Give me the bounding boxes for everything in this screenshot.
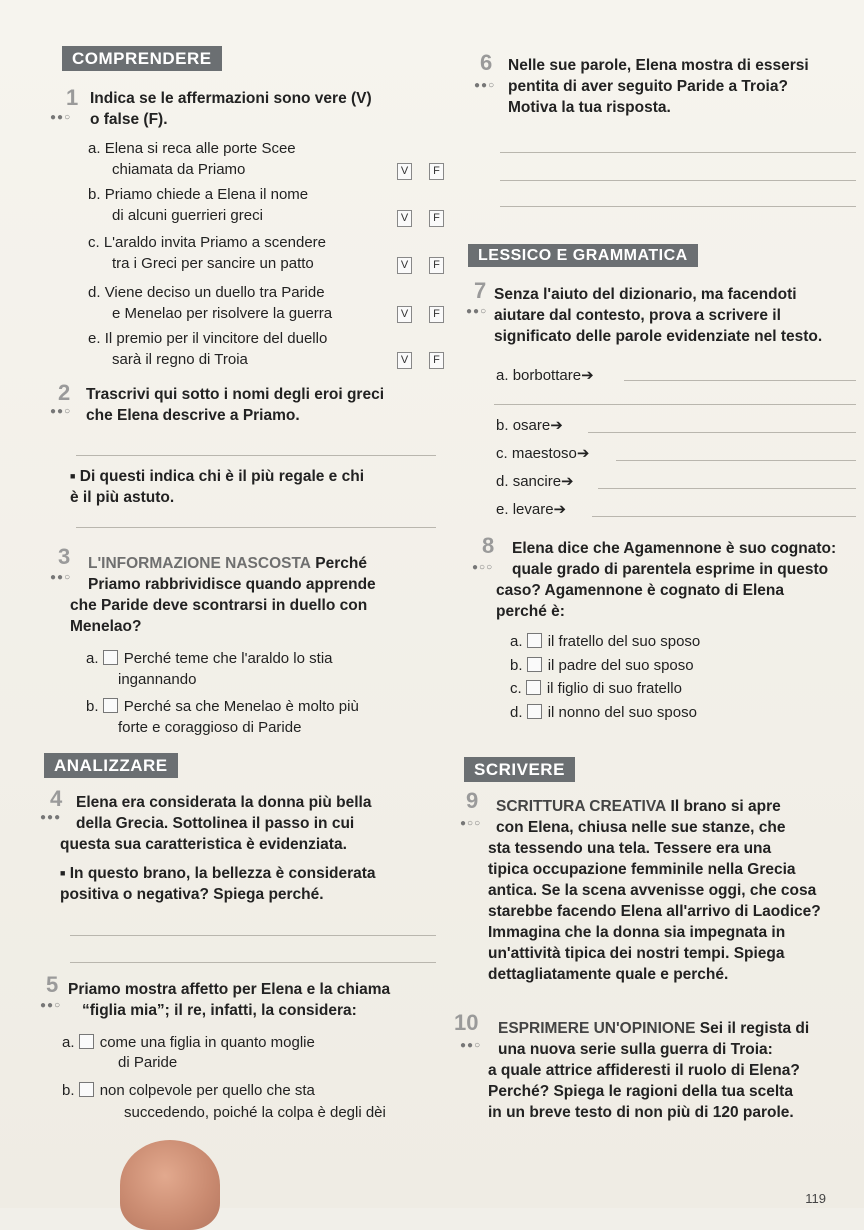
option-item [510,701,700,725]
false-checkbox[interactable]: F [429,257,444,274]
question-5-option-a [62,1032,315,1053]
prompt-line: Di questi indica chi è il più regale e chi [79,468,364,485]
option-text: il fratello del suo sposo [547,633,701,650]
item-label: c. [496,445,508,462]
word: sancire [512,473,562,490]
question-tag: SCRITTURA CREATIVA [496,798,667,815]
word-item [496,500,566,518]
question-5-option-b [62,1080,315,1101]
question-number-1: 1 [66,85,79,110]
prompt-line: Priamo rabbrividisce quando apprende [88,576,376,593]
item-label: d. [88,284,101,301]
prompt-line: dettagliatamente quale e perché. [488,966,729,983]
question-number-5: 5 [46,972,59,997]
question-8-prompt [512,538,836,580]
difficulty-dots: ●●○ [50,112,72,123]
word: maestoso [511,445,577,462]
prompt-line: Indica se le affermazioni sono vere (V) [90,90,372,107]
list-item [88,138,296,159]
list-item [88,184,308,205]
question-4-prompt [76,792,371,834]
true-checkbox[interactable]: V [397,306,412,323]
option-label: c. [510,680,522,697]
prompt-line: perché è: [496,603,565,620]
question-9-prompt [496,796,785,838]
option-checkbox[interactable] [527,704,542,719]
prompt-line: che Paride deve scontrarsi in duello con [70,597,368,614]
section-title-scrivere: SCRIVERE [464,757,575,782]
page-number: 119 [805,1191,826,1206]
false-checkbox[interactable]: F [429,306,444,323]
question-number-6: 6 [480,50,493,75]
prompt-line: Il brano si apre [670,798,781,815]
item-label: d. [496,473,509,490]
question-number-10: 10 [454,1010,479,1035]
question-6-prompt [508,55,809,118]
arrow-icon: ➔ [576,445,590,462]
question-8-options [510,630,700,724]
option-checkbox[interactable] [527,633,542,648]
answer-line[interactable] [592,516,856,517]
difficulty-dots: ●○○ [460,818,482,829]
difficulty-dots: ●●○ [474,80,496,91]
difficulty-dots: ●●○ [466,306,488,317]
option-text: Perché teme che l'araldo lo stia [123,650,333,667]
item-text: Viene deciso un duello tra Paride [104,284,325,301]
difficulty-dots: ●●○ [460,1040,482,1051]
prompt-line: aiutare dal contesto, prova a scrivere il [494,307,781,324]
word-item [496,416,563,434]
option-item [510,677,700,701]
prompt-line: Motiva la tua risposta. [508,99,671,116]
item-text: Elena si reca alle porte Scee [104,140,296,157]
option-text: di Paride [118,1054,178,1071]
item-text: e Menelao per risolvere la guerra [112,305,333,322]
question-3-option-a [86,648,333,669]
false-checkbox[interactable]: F [429,210,444,227]
question-number-2: 2 [58,380,71,405]
answer-line[interactable] [76,455,436,456]
thumb-in-photo [120,1140,220,1230]
difficulty-dots: ●●○ [50,572,72,583]
prompt-line: tipica occupazione femminile nella Grecia [488,861,796,878]
question-10-prompt-cont [488,1060,800,1123]
word-item [496,366,594,384]
question-number-4: 4 [50,786,63,811]
answer-line[interactable] [588,432,856,433]
prompt-line: positiva o negativa? Spiega perché. [60,886,324,903]
question-3-option-b [86,696,359,717]
option-text: non colpevole per quello che sta [99,1082,315,1099]
prompt-line: Menelao? [70,618,142,635]
difficulty-dots: ●○○ [472,562,494,573]
prompt-line: un'attività tipica dei nostri tempi. Spiega [488,945,785,962]
option-text: ingannando [118,671,197,688]
prompt-line: quale grado di parentela esprime in questo [512,561,829,578]
prompt-line: Elena era considerata la donna più bella [76,794,372,811]
prompt-line: o false (F). [90,111,168,128]
question-3-prompt [88,553,376,595]
false-checkbox[interactable]: F [429,163,444,180]
question-9-prompt-cont [488,838,821,985]
option-text: Perché sa che Menelao è molto più [123,698,359,715]
question-number-7: 7 [474,278,487,303]
option-label: b. [62,1082,75,1099]
prompt-line: antica. Se la scena avvenisse oggi, che cosa [488,882,817,899]
true-checkbox[interactable]: V [397,257,412,274]
option-label: b. [510,656,523,674]
prompt-line: Sei il regista di [699,1020,810,1037]
option-label: a. [62,1034,75,1051]
option-label: d. [510,703,523,721]
answer-line[interactable] [500,206,856,207]
prompt-line: a quale attrice affideresti il ruolo di Elena? [488,1062,800,1079]
question-number-8: 8 [482,533,495,558]
prompt-line: sta tessendo una tela. Tessere era una [488,840,772,857]
item-label: a. [496,367,509,384]
answer-line[interactable] [494,404,856,405]
option-checkbox[interactable] [526,680,541,695]
option-text: forte e coraggioso di Paride [118,719,302,736]
answer-line[interactable] [598,488,856,489]
prompt-line: Senza l'aiuto del dizionario, ma facendoti [494,286,797,303]
difficulty-dots: ●●○ [50,406,72,417]
true-checkbox[interactable]: V [397,163,412,180]
difficulty-dots: ●●● [40,812,62,823]
word-item [496,472,574,490]
true-checkbox[interactable]: V [397,210,412,227]
section-title-comprendere: COMPRENDERE [62,46,222,71]
option-checkbox[interactable] [79,1034,94,1049]
prompt-line: Perché? Spiega le ragioni della tua scelta [488,1083,793,1100]
word-item [496,444,589,462]
list-item [88,232,326,253]
false-checkbox[interactable]: F [429,352,444,369]
option-item [510,654,700,678]
question-2-subprompt: ■ Di questi indica chi è il più regale e chi è il più astuto. [70,468,364,506]
word: osare [512,417,551,434]
word: levare [512,501,554,518]
question-10-prompt [498,1018,809,1060]
option-checkbox[interactable] [527,657,542,672]
item-label: e. [496,501,509,518]
prompt-line: una nuova serie sulla guerra di Troia: [498,1041,773,1058]
item-label: c. [88,234,100,251]
item-text: tra i Greci per sancire un patto [112,255,314,272]
question-8-prompt-cont [496,580,784,622]
answer-line[interactable] [76,527,436,528]
true-checkbox[interactable]: V [397,352,412,369]
prompt-line: Priamo mostra affetto per Elena e la chiama [68,981,391,998]
question-7-prompt [494,284,822,347]
answer-line[interactable] [624,380,856,381]
arrow-icon: ➔ [581,367,594,384]
option-text: il figlio di suo fratello [546,680,682,697]
difficulty-dots: ●●○ [40,1000,62,1011]
prompt-line: Nelle sue parole, Elena mostra di essersi [508,57,809,74]
option-item [510,630,700,654]
section-title-lessico: LESSICO E GRAMMATICA [468,244,698,267]
option-text: il padre del suo sposo [547,656,694,674]
item-label: e. [88,330,101,347]
prompt-line: significato delle parole evidenziate nel testo. [494,328,823,345]
option-checkbox[interactable] [103,698,118,713]
prompt-line: Elena dice che Agamennone è suo cognato: [512,540,837,557]
prompt-line: caso? Agamennone è cognato di Elena [496,582,784,599]
prompt-line: “figlia mia”; il re, infatti, la considera: [82,1002,357,1019]
prompt-line: questa sua caratteristica è evidenziata. [60,836,347,853]
question-2-prompt [86,384,384,426]
prompt-line: starebbe facendo Elena all'arrivo di Laodice? [488,903,821,920]
item-label: a. [88,140,101,157]
prompt-line: Perché [315,555,367,572]
list-item [88,282,325,303]
question-number-3: 3 [58,544,71,569]
option-label: a. [510,633,523,650]
prompt-line: In questo brano, la bellezza è considerata [69,865,376,882]
option-text: il nonno del suo sposo [547,703,697,721]
question-1-prompt [90,88,372,130]
prompt-line: è il più astuto. [70,489,175,506]
prompt-line: che Elena descrive a Priamo. [86,407,300,424]
answer-line[interactable] [500,180,856,181]
item-text: Il premio per il vincitore del duello [104,330,328,347]
option-checkbox[interactable] [103,650,118,665]
question-tag: ESPRIMERE UN'OPINIONE [498,1020,696,1037]
option-checkbox[interactable] [79,1082,94,1097]
item-text: di alcuni guerrieri greci [112,207,263,224]
option-label: b. [86,698,99,715]
item-text: L'araldo invita Priamo a scendere [103,234,326,251]
item-text: sarà il regno di Troia [112,351,248,368]
option-text: succedendo, poiché la colpa è degli dèi [124,1104,386,1121]
arrow-icon: ➔ [550,417,563,434]
question-4-subprompt: ■ In questo brano, la bellezza è considerata positiva o negativa? Spiega perché. [60,865,376,903]
prompt-line: pentita di aver seguito Paride a Troia? [508,78,788,95]
list-item [88,328,327,349]
section-title-analizzare: ANALIZZARE [44,753,178,778]
answer-line[interactable] [500,152,856,153]
arrow-icon: ➔ [553,501,567,518]
answer-line[interactable] [70,935,436,936]
item-label: b. [496,417,509,434]
option-text: come una figlia in quanto moglie [99,1034,315,1051]
answer-line[interactable] [616,460,856,461]
option-label: a. [86,650,99,667]
item-text: chiamata da Priamo [112,161,246,178]
prompt-line: della Grecia. Sottolinea il passo in cui [76,815,355,832]
item-label: b. [88,186,101,203]
question-3-prompt-cont [70,595,367,637]
prompt-line: Immagina che la donna sia impegnata in [488,924,786,941]
question-number-9: 9 [466,788,479,813]
question-tag: L'INFORMAZIONE NASCOSTA [88,555,311,572]
arrow-icon: ➔ [561,473,574,490]
word: borbottare [512,367,582,384]
item-text: Priamo chiede a Elena il nome [104,186,309,203]
prompt-line: Trascrivi qui sotto i nomi degli eroi greci [86,386,385,403]
prompt-line: con Elena, chiusa nelle sue stanze, che [496,819,786,836]
prompt-line: in un breve testo di non più di 120 parole. [488,1104,794,1121]
answer-line[interactable] [70,962,436,963]
